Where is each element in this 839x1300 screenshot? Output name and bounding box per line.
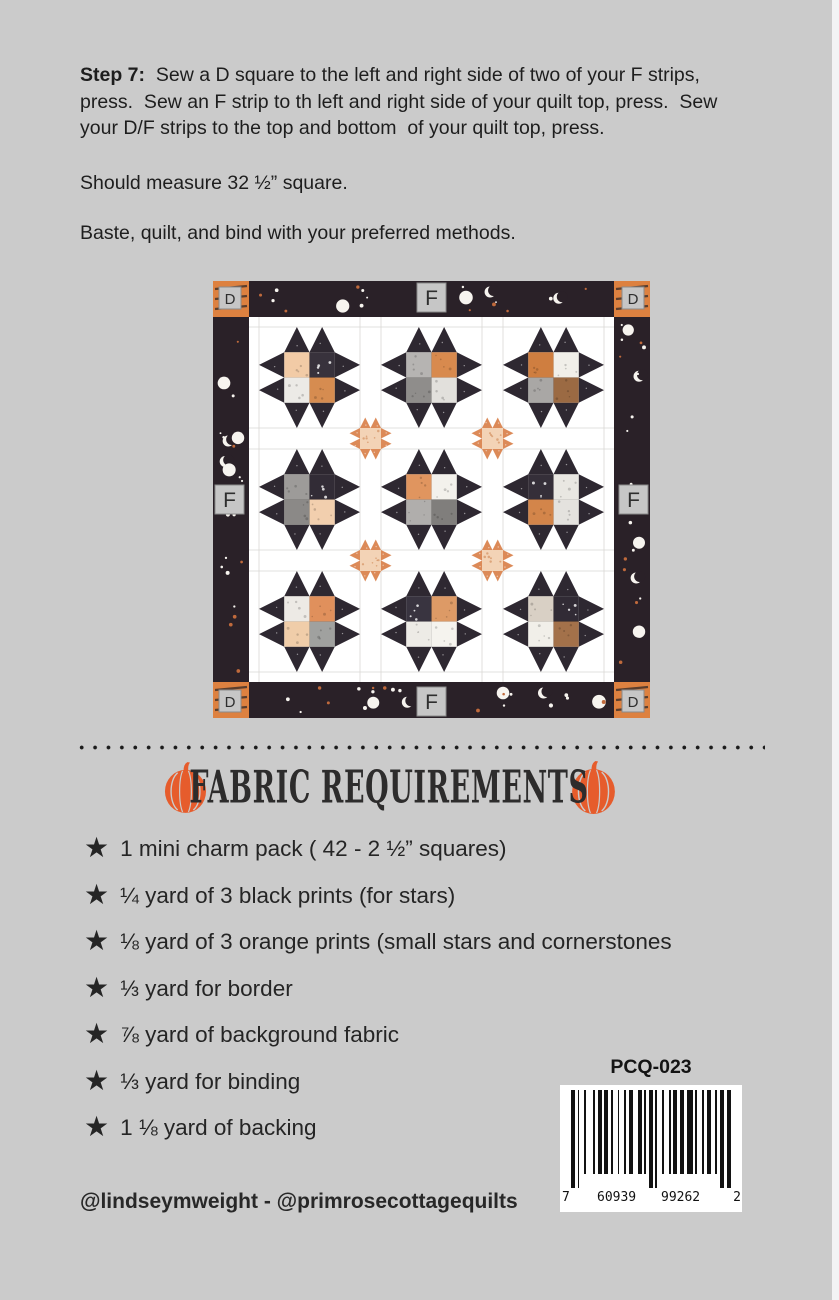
svg-text:F: F	[425, 691, 438, 714]
list-item	[84, 971, 672, 1003]
step-label: Step 7:	[80, 64, 146, 86]
svg-text:D: D	[224, 694, 236, 711]
star-bullet-icon: ★	[84, 832, 110, 863]
quilt-tag-f-top	[417, 283, 446, 312]
list-item	[84, 1018, 672, 1049]
barcode-digit: 60939	[594, 1190, 639, 1205]
list-item-text: ⅓ yard for border	[120, 975, 293, 1001]
list-item	[84, 832, 672, 863]
barcode	[560, 1085, 742, 1212]
quilt-tag-f-right	[619, 485, 648, 514]
step-line-1	[80, 62, 775, 89]
svg-text:D: D	[627, 291, 639, 308]
fabric-requirements-title-box	[189, 758, 589, 816]
list-item	[84, 925, 672, 956]
scan-edge	[832, 0, 839, 1300]
star-bullet-icon: ★	[84, 1064, 110, 1096]
quilt-diagram	[213, 281, 650, 718]
step-line-2: press. Sew an F strip to th left and right side of your quilt top, press. Sew	[80, 90, 718, 113]
finish-note: Baste, quilt, and bind with your preferred methods.	[80, 222, 516, 244]
star-bullet-icon: ★	[84, 1111, 110, 1142]
list-item-text: ¼ yard of 3 black prints (for stars)	[120, 882, 456, 908]
measure-note: Should measure 32 ½” square.	[80, 172, 348, 194]
svg-text:F: F	[627, 489, 640, 512]
list-item-text: 1 mini charm pack ( 42 - 2 ½” squares)	[120, 836, 507, 861]
step-instructions	[80, 62, 775, 142]
star-bullet-icon: ★	[84, 878, 110, 910]
quilt-illustration	[213, 281, 650, 718]
list-item-text: ⅞ yard of background fabric	[120, 1022, 400, 1047]
quilt-tag-d-bottom-right	[622, 690, 644, 712]
star-bullet-icon: ★	[84, 925, 110, 956]
product-code: PCQ-023	[610, 1056, 692, 1078]
quilt-tag-d-top-left	[219, 287, 241, 309]
step-line-3: your D/F strips to the top and bottom of your quilt top, press.	[80, 117, 605, 139]
list-item-text: ⅛ yard of 3 orange prints (small stars and cornerstones	[120, 929, 672, 954]
step-line-1-text: Sew a D square to the left and right side of two of your F strips,	[145, 64, 700, 86]
dotted-separator	[75, 745, 765, 750]
quilt-tag-d-top-right	[622, 287, 644, 309]
quilt-patchwork	[213, 281, 650, 718]
barcode-digit: 2	[733, 1190, 741, 1205]
fabric-requirements-title: FABRIC REQUIREMENTS	[189, 760, 589, 814]
svg-text:F: F	[223, 489, 236, 512]
social-handles: @lindseymweight - @primrosecottagequilts	[80, 1190, 518, 1213]
svg-text:D: D	[627, 694, 639, 711]
list-item-text: ⅓ yard for binding	[120, 1068, 301, 1094]
svg-text:D: D	[224, 291, 236, 308]
star-bullet-icon: ★	[84, 971, 110, 1003]
fabric-requirements-header	[60, 758, 720, 816]
quilt-tag-f-left	[215, 485, 244, 514]
quilt-tag-d-bottom-left	[219, 690, 241, 712]
barcode-digit: 99262	[658, 1190, 703, 1205]
barcode-bars	[571, 1090, 731, 1188]
quilt-tag-f-bottom	[417, 687, 446, 716]
barcode-digit: 7	[562, 1190, 570, 1205]
svg-text:F: F	[425, 287, 438, 310]
star-bullet-icon: ★	[84, 1018, 110, 1049]
list-item-text: 1 ⅛ yard of backing	[120, 1115, 317, 1140]
list-item	[84, 878, 672, 910]
